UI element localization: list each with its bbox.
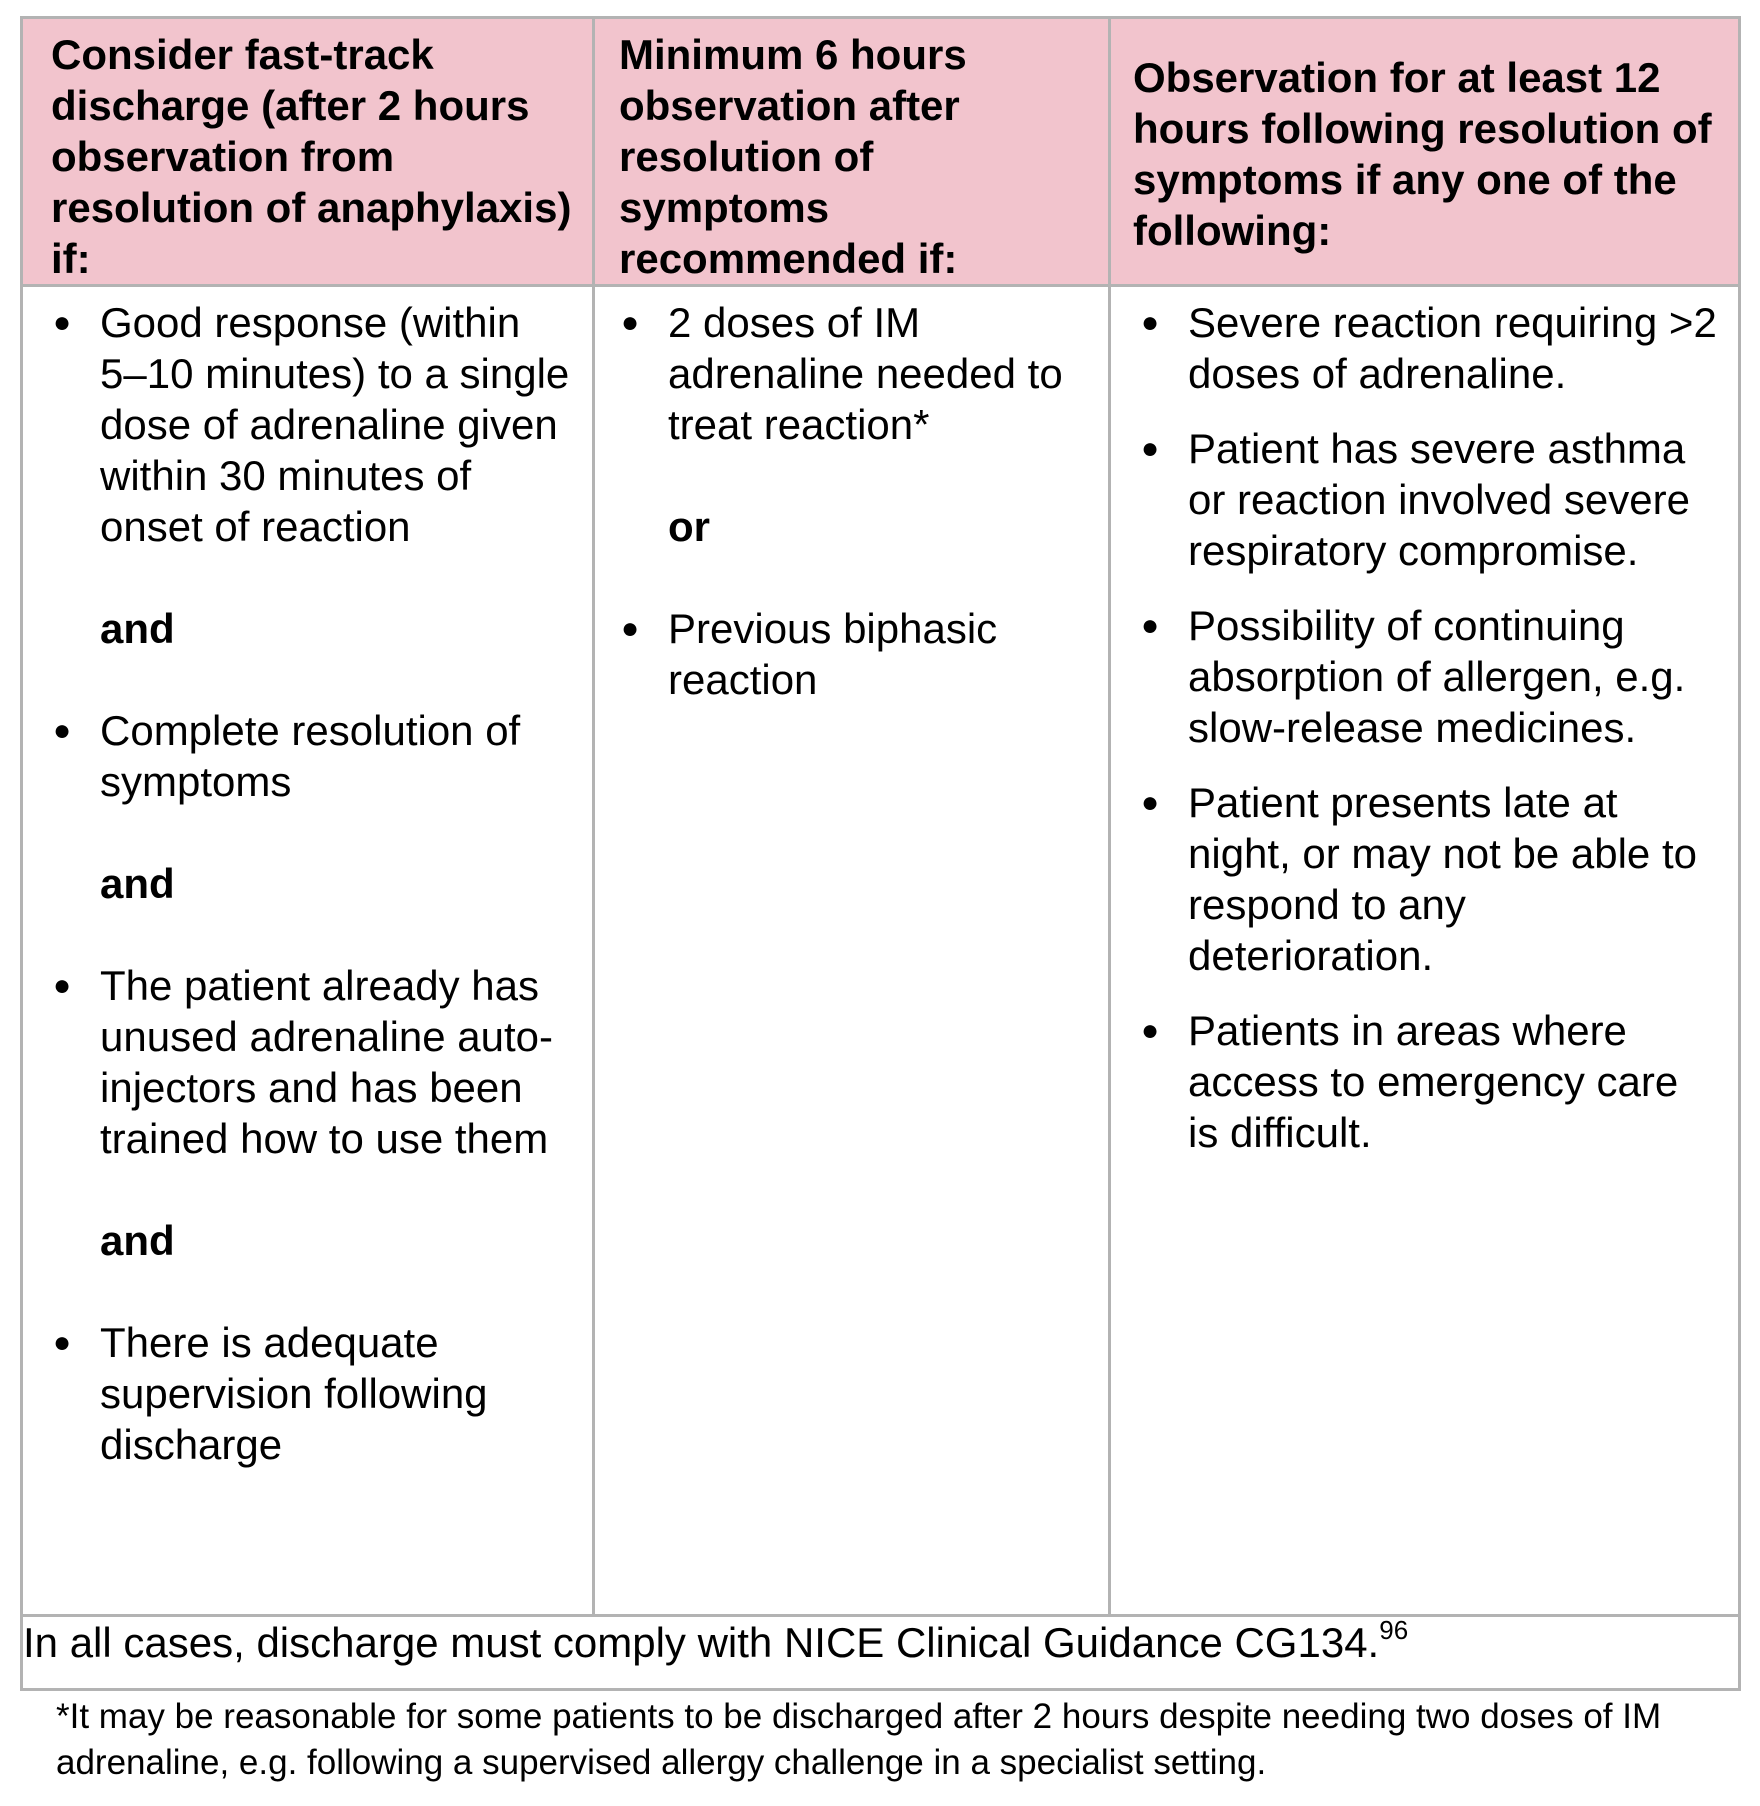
column-header-6-hours: Minimum 6 hours observation after resolution of symptoms recommended if: xyxy=(594,18,1110,286)
list-item-text: There is adequate supervision following discharge xyxy=(100,1319,488,1468)
six-hour-criteria-list xyxy=(619,603,1088,705)
column-header-12-hours: Observation for at least 12 hours following resolution of symptoms if any one of the following: xyxy=(1110,18,1740,286)
list-item xyxy=(1139,600,1718,753)
reference-number: 96 xyxy=(1379,1615,1409,1645)
list-item xyxy=(51,705,572,807)
footnote: *It may be reasonable for some patients to be discharged after 2 hours despite needing two doses of IM adrenaline, e.g. following a supervised allergy challenge in a specialist setting. xyxy=(56,1697,1662,1782)
bullet-icon: ● xyxy=(1141,786,1160,819)
bullet-icon: ● xyxy=(53,1326,72,1359)
list-item-text: Previous biphasic reaction xyxy=(668,605,998,703)
fast-track-criteria-list xyxy=(51,1317,572,1470)
twelve-hour-criteria-list xyxy=(1139,297,1718,1158)
six-hour-criteria-cell xyxy=(594,286,1110,1616)
footer-row xyxy=(22,1616,1740,1690)
list-item xyxy=(51,960,572,1164)
bullet-icon: ● xyxy=(1141,432,1160,465)
list-item-text: Patient presents late at night, or may not be able to respond to any deterioration. xyxy=(1188,779,1697,979)
list-item-text: Patients in areas where access to emergency care is difficult. xyxy=(1188,1007,1679,1156)
list-item xyxy=(1139,1005,1718,1158)
bullet-icon: ● xyxy=(621,612,640,645)
list-item xyxy=(619,297,1088,450)
list-item xyxy=(1139,423,1718,576)
list-item xyxy=(51,1317,572,1470)
connector-or: or xyxy=(668,503,710,550)
bullet-icon: ● xyxy=(1141,1014,1160,1047)
list-item xyxy=(619,603,1088,705)
header-row xyxy=(22,18,1740,286)
list-item-text: 2 doses of IM adrenaline needed to treat reaction* xyxy=(668,299,1063,448)
list-item xyxy=(1139,297,1718,399)
connector-and: and xyxy=(100,1217,175,1264)
list-item xyxy=(51,297,572,552)
list-item xyxy=(1139,777,1718,981)
fast-track-criteria-list xyxy=(51,297,572,552)
list-item-text: Patient has severe asthma or reaction involved severe respiratory compromise. xyxy=(1188,425,1690,574)
list-item-text: The patient already has unused adrenaline auto-injectors and has been trained how to use them xyxy=(100,962,554,1162)
bullet-icon: ● xyxy=(621,306,640,339)
criteria-row xyxy=(22,286,1740,1616)
list-item-text: Severe reaction requiring >2 doses of adrenaline. xyxy=(1188,299,1717,397)
nice-guidance-note xyxy=(22,1616,1740,1690)
column-header-fast-track: Consider fast-track discharge (after 2 hours observation from resolution of anaphylaxis) if: xyxy=(22,18,594,286)
bullet-icon: ● xyxy=(1141,609,1160,642)
list-item-text: Possibility of continuing absorption of allergen, e.g. slow-release medicines. xyxy=(1188,602,1686,751)
bullet-icon: ● xyxy=(53,969,72,1002)
fast-track-criteria-cell xyxy=(22,286,594,1616)
twelve-hour-criteria-cell xyxy=(1110,286,1740,1616)
nice-guidance-text: In all cases, discharge must comply with NICE Clinical Guidance CG134. xyxy=(23,1619,1380,1666)
connector-and: and xyxy=(100,860,175,907)
fast-track-criteria-list xyxy=(51,705,572,807)
list-item-text: Complete resolution of symptoms xyxy=(100,707,521,805)
connector-and: and xyxy=(100,605,175,652)
bullet-icon: ● xyxy=(53,714,72,747)
list-item-text: Good response (within 5–10 minutes) to a single dose of adrenaline given within 30 minutes of onset of reaction xyxy=(100,299,570,550)
discharge-guidance-table xyxy=(20,16,1741,1691)
fast-track-criteria-list xyxy=(51,960,572,1164)
bullet-icon: ● xyxy=(1141,306,1160,339)
six-hour-criteria-list xyxy=(619,297,1088,450)
bullet-icon: ● xyxy=(53,306,72,339)
discharge-guidance-table-wrapper xyxy=(20,16,1738,1691)
